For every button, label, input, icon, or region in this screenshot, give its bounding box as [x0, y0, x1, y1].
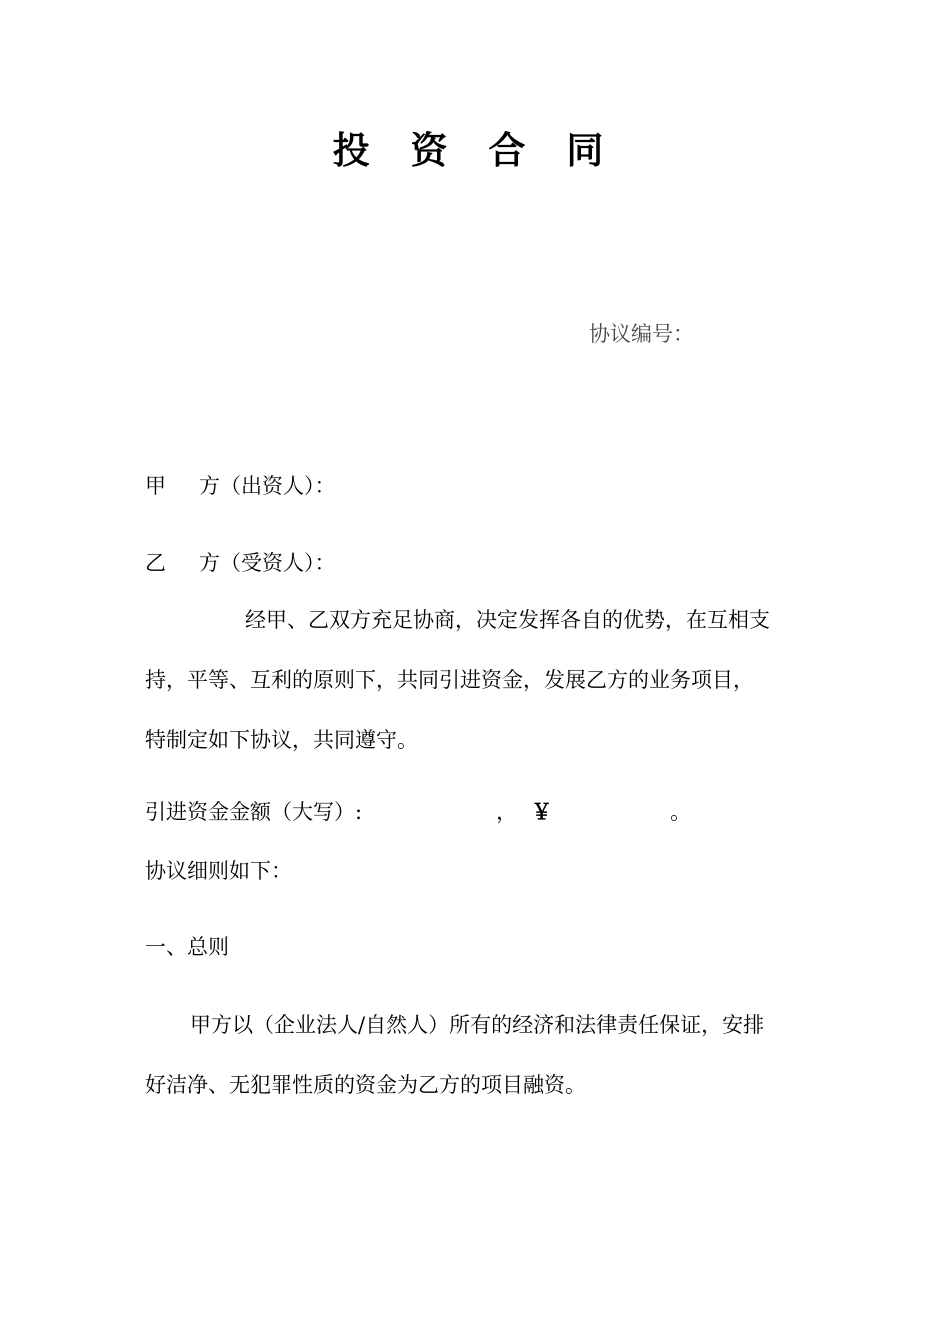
party-a-line	[145, 471, 336, 501]
section-1-heading: 一、总则	[145, 935, 229, 959]
agreement-number-label: 协议编号：	[589, 322, 694, 346]
amount-line	[145, 797, 691, 827]
section-1-paragraph	[145, 995, 805, 1115]
party-b-line	[145, 548, 336, 578]
details-intro: 协议细则如下：	[145, 859, 292, 883]
preamble-paragraph	[145, 590, 805, 770]
amount-comma: ，	[496, 800, 518, 824]
document-title: 投 资 合 同	[332, 128, 618, 172]
section-1-line-1: 甲方以（企业法人/自然人）所有的经济和法律责任保证，安排	[190, 1013, 765, 1037]
preamble-line-1: 经甲、乙双方充足协商，决定发挥各自的优势，在互相支	[245, 608, 770, 632]
yen-symbol: ￥	[531, 799, 553, 824]
preamble-line-2: 持，平等、互利的原则下，共同引进资金，发展乙方的业务项目，	[145, 668, 754, 692]
party-a-role: 方（出资人）：	[199, 474, 336, 498]
party-b-label: 乙	[145, 551, 166, 575]
amount-label: 引进资金金额（大写）:	[145, 800, 363, 824]
preamble-line-3: 特制定如下协议，共同遵守。	[145, 728, 418, 752]
party-b-role: 方（受资人）：	[199, 551, 336, 575]
party-a-label: 甲	[145, 474, 166, 498]
amount-period: 。	[670, 800, 692, 824]
section-1-line-2: 好洁净、无犯罪性质的资金为乙方的项目融资。	[145, 1073, 586, 1097]
